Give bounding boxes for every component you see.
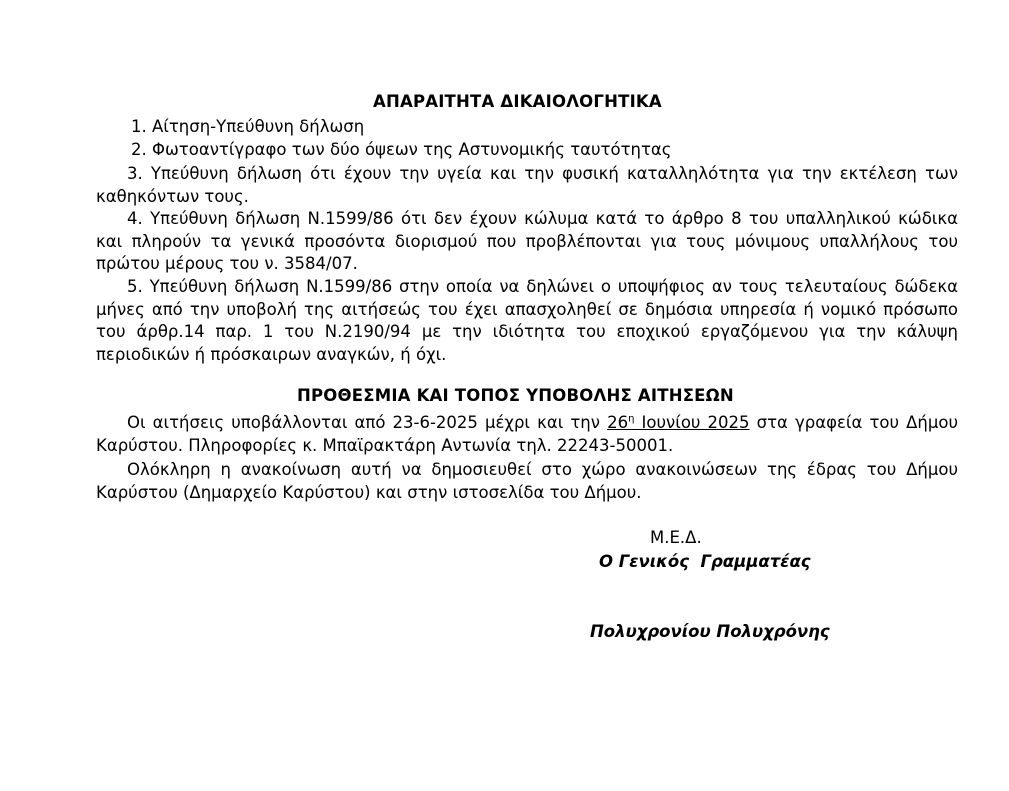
signature-title: Ο Γενικός Γραμματέας <box>599 552 811 571</box>
signature-med: Μ.Ε.Δ. <box>650 528 702 547</box>
list-item: 2. Φωτοαντίγραφο των δύο όψεων της Αστυνομικής ταυτότητας <box>131 140 672 159</box>
list-item: 3. Υπεύθυνη δήλωση ότι έχουν την υγεία και την φυσική καταλληλότητα για την εκτέλεση των καθηκόντων τους. <box>96 164 958 206</box>
list-item: 4. Υπεύθυνη δήλωση Ν.1599/86 ότι δεν έχουν κώλυμα κατά το άρθρο 8 του υπαλληλικού κώδικα και πληρούν τα γενικά προσόντα διορισμού που προβλέπονται για τους μόνιμους υπαλλήλους του πρώτου μέρους του ν. 3584/07. <box>96 209 958 273</box>
deadline-date <box>607 413 749 432</box>
deadline-day-suffix: η <box>628 413 635 425</box>
deadline-month-year: Ιουνίου 2025 <box>634 413 750 432</box>
signature-name: Πολυχρονίου Πολυχρόνης <box>590 622 830 641</box>
publication-paragraph: Ολόκληρη η ανακοίνωση αυτή να δημοσιευθεί στο χώρο ανακοινώσεων της έδρας του Δήμου Καρύστου (Δημαρχείο Καρύστου) και στην ιστοσελίδα του Δήμου. <box>96 460 958 502</box>
deadline-paragraph <box>96 412 958 457</box>
deadline-day: 26 <box>607 413 629 432</box>
list-item: 5. Υπεύθυνη δήλωση Ν.1599/86 στην οποία να δηλώνει ο υποψήφιος αν τους τελευταίους δώδεκα μήνες από την υποβολή της αιτήσεώς του έχει απασχοληθεί σε δημόσια υπηρεσία ή νομικό πρόσωπο του άρθρ.14 παρ. 1 του Ν.2190/94 με την ιδιότητα του εποχικού εργαζόμενου για την κάλυψη περιοδικών ή πρόσκαιρων αναγκών, ή όχι. <box>96 277 958 364</box>
section-title-required-documents: ΑΠΑΡΑΙΤΗΤΑ ΔΙΚΑΙΟΛΟΓΗΤΙΚΑ <box>373 92 662 111</box>
list-item: 1. Αίτηση-Υπεύθυνη δήλωση <box>131 117 365 136</box>
section-title-deadline-and-place: ΠΡΟΘΕΣΜΙΑ ΚΑΙ ΤΟΠΟΣ ΥΠΟΒΟΛΗΣ ΑΙΤΗΣΕΩΝ <box>297 386 734 405</box>
deadline-text-end: στα γραφεία του Δήμου Καρύστου. Πληροφορίες κ. Μπαϊρακτάρη Αντωνία τηλ. 22243-50001. <box>96 413 958 455</box>
deadline-text-start: Οι αιτήσεις υποβάλλονται από 23-6-2025 μέχρι και την <box>127 413 608 432</box>
